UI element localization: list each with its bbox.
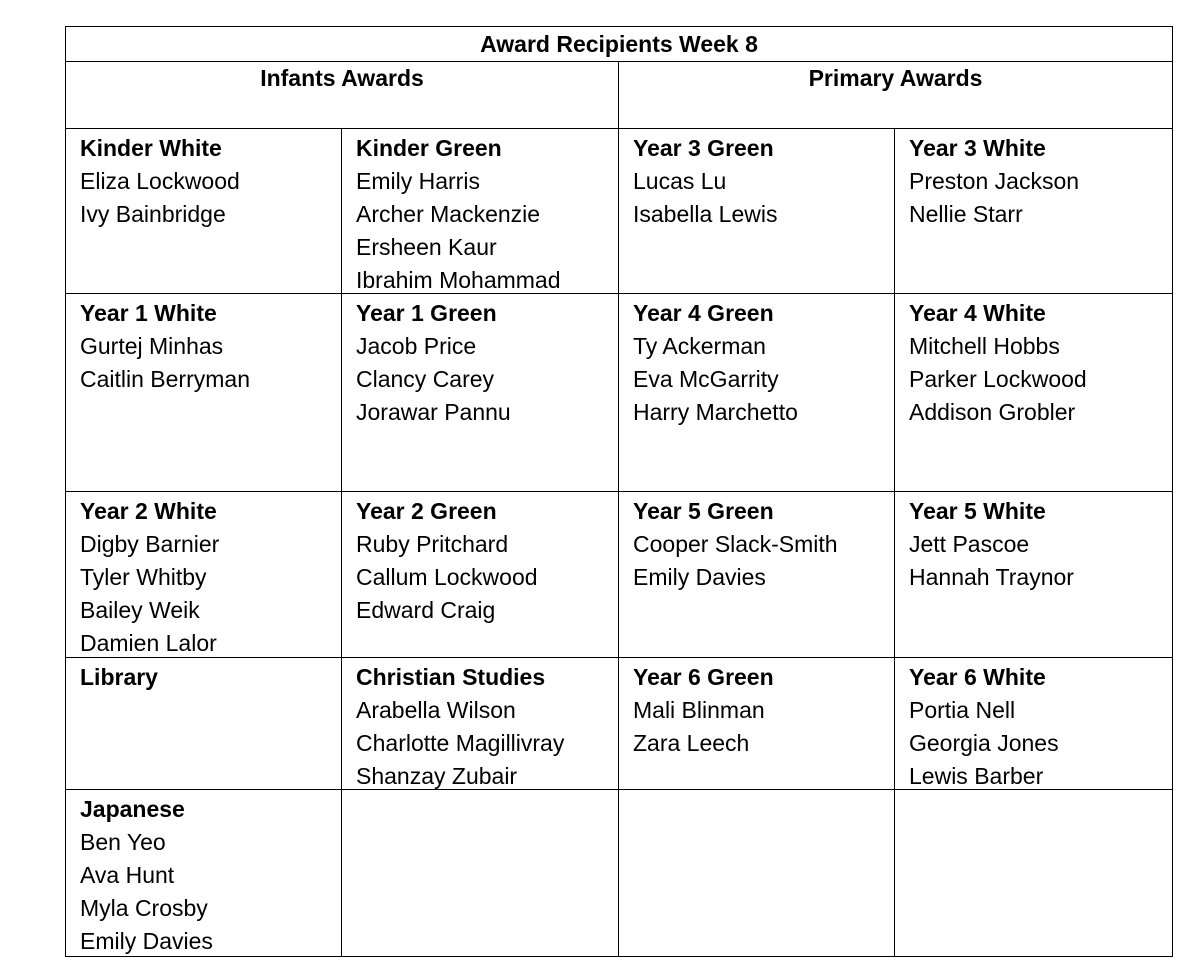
award-category-heading: Year 6 Green	[633, 664, 774, 690]
award-cell	[895, 129, 1172, 294]
recipient-name: Parker Lockwood	[909, 366, 1087, 392]
award-cell	[342, 294, 619, 492]
recipient-name: Zara Leech	[633, 730, 750, 756]
award-cell	[619, 790, 895, 956]
award-cell	[619, 492, 895, 658]
award-cell	[342, 129, 619, 294]
recipient-name: Caitlin Berryman	[80, 366, 250, 392]
award-category-heading: Year 2 Green	[356, 498, 497, 524]
recipient-name: Gurtej Minhas	[80, 333, 224, 359]
award-cell	[619, 294, 895, 492]
recipient-name: Charlotte Magillivray	[356, 730, 565, 756]
award-category-heading: Year 5 White	[909, 498, 1046, 524]
recipient-name: Lucas Lu	[633, 168, 727, 194]
award-category-heading: Kinder White	[80, 135, 222, 161]
recipient-name: Emily Davies	[80, 928, 213, 954]
recipient-name: Damien Lalor	[80, 630, 217, 656]
award-category-heading: Library	[80, 664, 158, 690]
award-category-heading: Year 1 White	[80, 300, 217, 326]
award-category-heading: Year 4 White	[909, 300, 1046, 326]
award-category-heading: Kinder Green	[356, 135, 502, 161]
award-cell	[342, 492, 619, 658]
recipient-name: Ty Ackerman	[633, 333, 766, 359]
award-cell	[66, 294, 342, 492]
recipient-name: Ava Hunt	[80, 862, 175, 888]
recipient-name: Tyler Whitby	[80, 564, 207, 590]
recipient-name: Georgia Jones	[909, 730, 1059, 756]
award-cell	[895, 294, 1172, 492]
recipient-name: Jett Pascoe	[909, 531, 1030, 557]
recipient-name: Ersheen Kaur	[356, 234, 497, 260]
recipient-name: Digby Barnier	[80, 531, 220, 557]
recipient-name: Edward Craig	[356, 597, 496, 623]
infants-awards-header: Infants Awards	[66, 61, 619, 129]
recipient-name: Eliza Lockwood	[80, 168, 240, 194]
award-cell	[895, 492, 1172, 658]
award-category-heading: Year 1 Green	[356, 300, 497, 326]
recipient-name: Archer Mackenzie	[356, 201, 541, 227]
recipient-name: Hannah Traynor	[909, 564, 1074, 590]
recipient-name: Clancy Carey	[356, 366, 495, 392]
award-cell	[342, 790, 619, 956]
recipient-name: Nellie Starr	[909, 201, 1023, 227]
award-category-heading: Year 5 Green	[633, 498, 774, 524]
recipient-name: Callum Lockwood	[356, 564, 538, 590]
award-cell	[66, 790, 342, 956]
recipient-name: Myla Crosby	[80, 895, 208, 921]
recipient-name: Shanzay Zubair	[356, 763, 518, 789]
recipient-name: Emily Harris	[356, 168, 480, 194]
award-cell	[66, 492, 342, 658]
recipient-name: Ruby Pritchard	[356, 531, 509, 557]
recipient-name: Jorawar Pannu	[356, 399, 511, 425]
recipient-name: Harry Marchetto	[633, 399, 798, 425]
recipient-name: Ivy Bainbridge	[80, 201, 226, 227]
award-category-heading: Japanese	[80, 796, 185, 822]
recipient-name: Mali Blinman	[633, 697, 765, 723]
awards-table	[65, 26, 1173, 957]
recipient-name: Preston Jackson	[909, 168, 1080, 194]
recipient-name: Arabella Wilson	[356, 697, 516, 723]
award-cell	[895, 790, 1172, 956]
recipient-name: Bailey Weik	[80, 597, 200, 623]
recipient-name: Portia Nell	[909, 697, 1016, 723]
award-cell	[66, 129, 342, 294]
award-cell	[342, 658, 619, 790]
award-cell	[895, 658, 1172, 790]
primary-awards-header: Primary Awards	[619, 61, 1172, 129]
award-category-heading: Year 3 White	[909, 135, 1046, 161]
award-cell	[619, 129, 895, 294]
recipient-name: Lewis Barber	[909, 763, 1044, 789]
award-cell	[619, 658, 895, 790]
recipient-name: Mitchell Hobbs	[909, 333, 1060, 359]
recipient-name: Addison Grobler	[909, 399, 1076, 425]
recipient-name: Cooper Slack-Smith	[633, 531, 838, 557]
recipient-name: Eva McGarrity	[633, 366, 779, 392]
recipient-name: Emily Davies	[633, 564, 766, 590]
table-title: Award Recipients Week 8	[66, 27, 1172, 62]
recipient-name: Ben Yeo	[80, 829, 166, 855]
award-category-heading: Christian Studies	[356, 664, 546, 690]
award-category-heading: Year 4 Green	[633, 300, 774, 326]
award-category-heading: Year 2 White	[80, 498, 217, 524]
recipient-name: Jacob Price	[356, 333, 477, 359]
award-category-heading: Year 3 Green	[633, 135, 774, 161]
recipient-name: Isabella Lewis	[633, 201, 778, 227]
recipient-name: Ibrahim Mohammad	[356, 267, 561, 293]
award-cell	[66, 658, 342, 790]
award-category-heading: Year 6 White	[909, 664, 1046, 690]
